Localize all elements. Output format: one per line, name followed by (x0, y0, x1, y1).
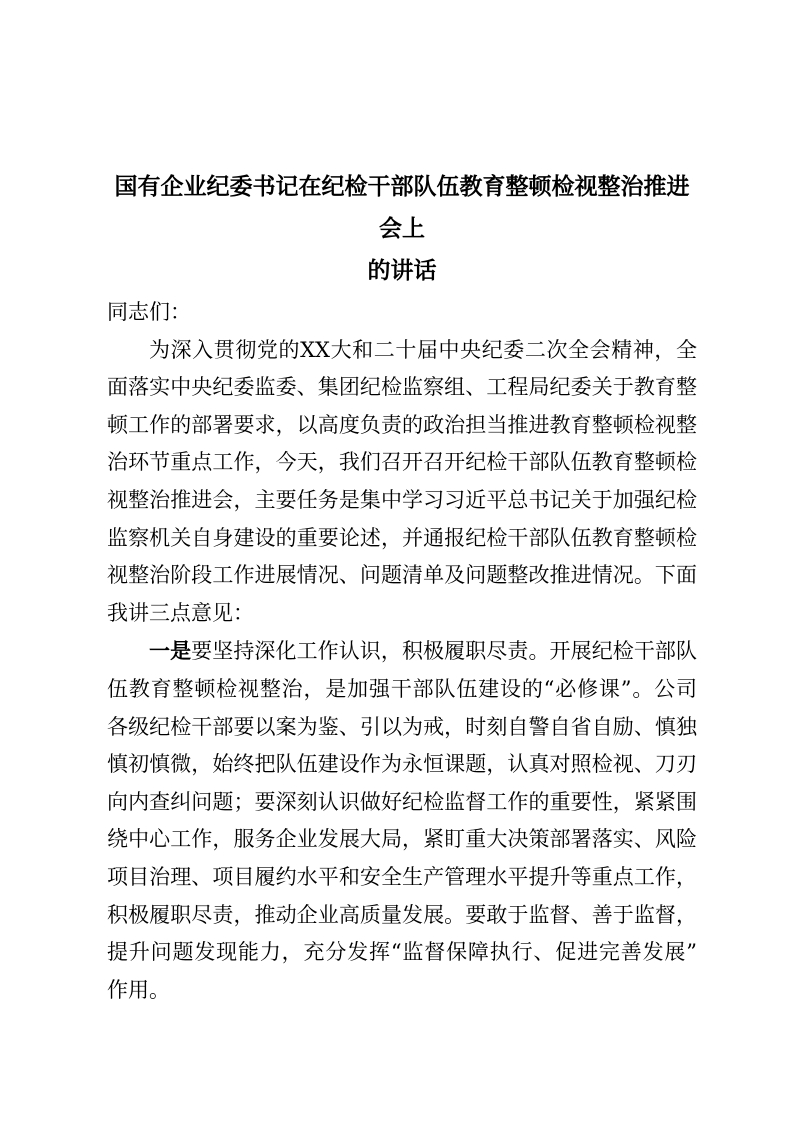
text-line: 顿工作的部署要求，以高度负责的政治担当推进教育整顿检视整 (107, 412, 697, 437)
title-line-2: 的讲话 (367, 257, 437, 284)
text-line: 视整治阶段工作进展情况、问题清单及问题整改推进情况。下面 (107, 563, 697, 588)
text-line (107, 632, 697, 671)
text-line: 伍教育整顿检视整治，是加强干部队伍建设的“必修课”。公司 (107, 676, 697, 701)
text-line: 为深入贯彻党的XX大和二十届中央纪委二次全会精神，全 (149, 337, 697, 362)
text-line: 提升问题发现能力，充分发挥“监督保障执行、促进完善发展” (107, 940, 697, 965)
text-line: 面落实中央纪委监委、集团纪检监察组、工程局纪委关于教育整 (107, 375, 697, 400)
text-line: 各级纪检干部要以案为鉴、引以为戒，时刻自警自省自励、慎独 (107, 714, 697, 739)
text-line: 向内查纠问题；要深刻认识做好纪检监督工作的重要性，紧紧围 (107, 789, 697, 814)
text-line: 绕中心工作，服务企业发展大局，紧盯重大决策部署落实、风险 (107, 827, 697, 852)
document-title (107, 166, 697, 292)
text-line: 慎初慎微，始终把队伍建设作为永恒课题，认真对照检视、刀刃 (107, 752, 697, 777)
paragraph-1 (107, 332, 697, 633)
document-body (107, 294, 697, 1009)
text-line: 作用。 (107, 977, 170, 1002)
text-line: 监察机关自身建设的重要论述，并通报纪检干部队伍教育整顿检 (107, 525, 697, 550)
text-line: 项目治理、项目履约水平和安全生产管理水平提升等重点工作， (107, 864, 697, 889)
text-line: 积极履职尽责，推动企业高质量发展。要敢于监督、善于监督， (107, 902, 697, 927)
title-line-1: 国有企业纪委书记在纪检干部队伍教育整顿检视整治推进会上 (114, 173, 690, 242)
point-lead: 一是 (149, 638, 192, 664)
text-line: 我讲三点意见： (107, 600, 254, 625)
paragraph-2 (107, 632, 697, 1009)
text-line: 视整治推进会，主要任务是集中学习习近平总书记关于加强纪检 (107, 487, 697, 512)
salutation: 同志们： (107, 300, 191, 324)
text-span: 要坚持深化工作认识，积极履职尽责。开展纪检干部队 (191, 639, 698, 664)
text-line: 治环节重点工作，今天，我们召开召开纪检干部队伍教育整顿检 (107, 450, 697, 475)
